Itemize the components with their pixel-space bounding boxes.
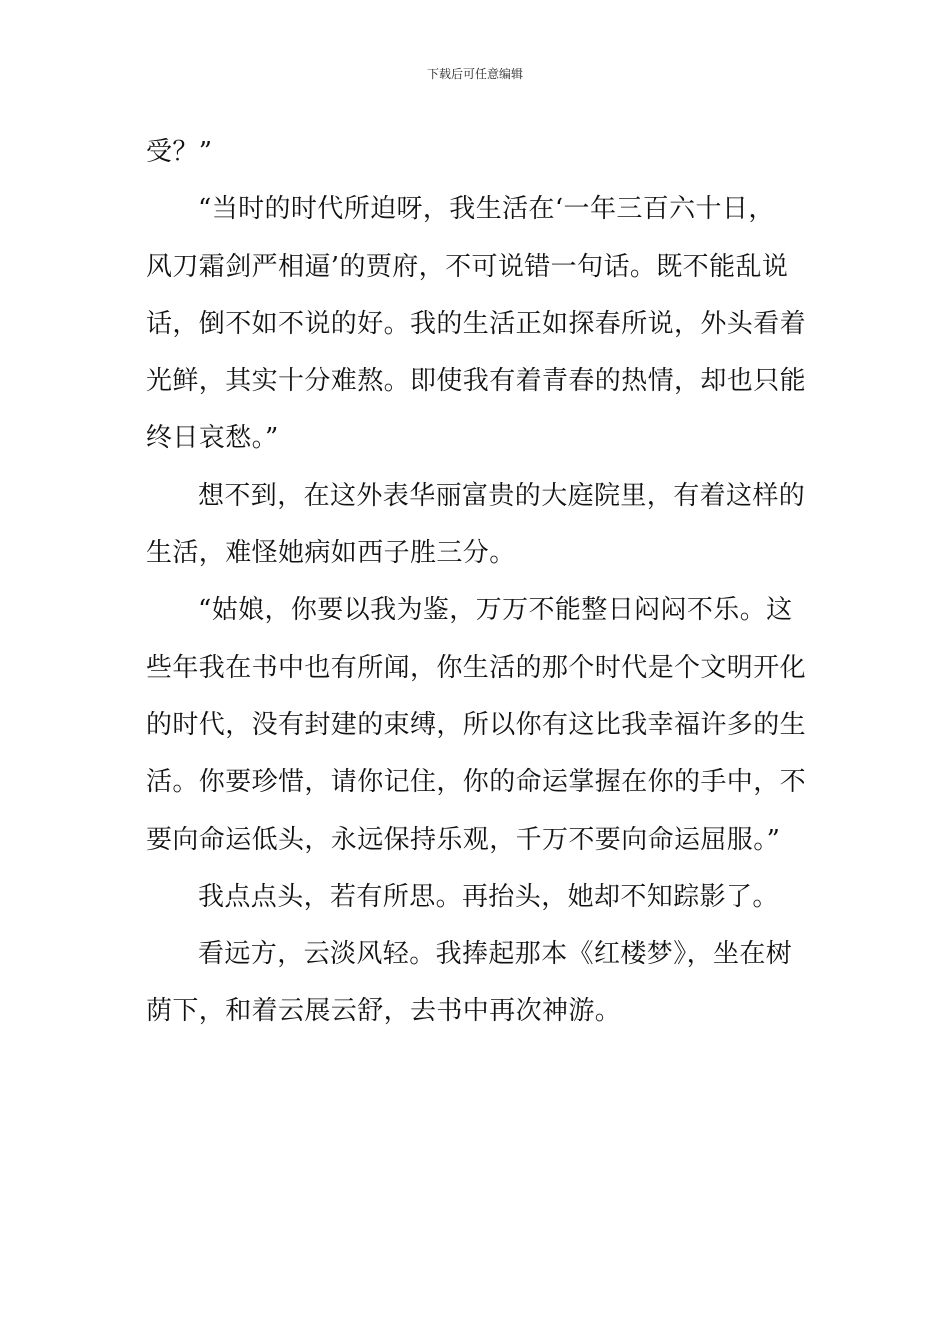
text-line: 光鲜，其实十分难熬。即使我有着青春的热情，却也只能: [146, 366, 807, 397]
text-line: 话，倒不如不说的好。我的生活正如探春所说，外头看着: [146, 308, 807, 339]
text-line: 荫下，和着云展云舒，去书中再次神游。: [146, 996, 622, 1027]
text-line: “当时的时代所迫呀，我生活在‘一年三百六十日，: [198, 194, 775, 225]
text-line: 想不到，在这外表华丽富贵的大庭院里，有着这样的: [198, 480, 806, 511]
text-line: 要向命运低头，永远保持乐观，千万不要向命运屈服。”: [146, 824, 781, 855]
text-line: “姑娘，你要以我为鉴，万万不能整日闷闷不乐。这: [198, 595, 793, 626]
page-header: 下载后可任意编辑: [426, 67, 523, 81]
text-line: 些年我在书中也有所闻，你生活的那个时代是个文明开化: [146, 652, 807, 683]
text-line: 生活，难怪她病如西子胜三分。: [146, 538, 516, 569]
text-line: 受？”: [146, 137, 213, 167]
text-line: 活。你要珍惜，请你记住，你的命运掌握在你的手中，不: [146, 767, 807, 798]
text-line: 风刀霜剑严相逼’的贾府，不可说错一句话。既不能乱说: [146, 251, 789, 282]
text-line: 我点点头，若有所思。再抬头，她却不知踪影了。: [198, 881, 779, 912]
text-line: 看远方，云淡风轻。我捧起那本《红楼梦》，坐在树: [198, 939, 793, 970]
body-text: [146, 124, 806, 1041]
text-line: 终日哀愁。”: [146, 423, 279, 454]
text-line: 的时代，没有封建的束缚，所以你有这比我幸福许多的生: [146, 709, 807, 740]
